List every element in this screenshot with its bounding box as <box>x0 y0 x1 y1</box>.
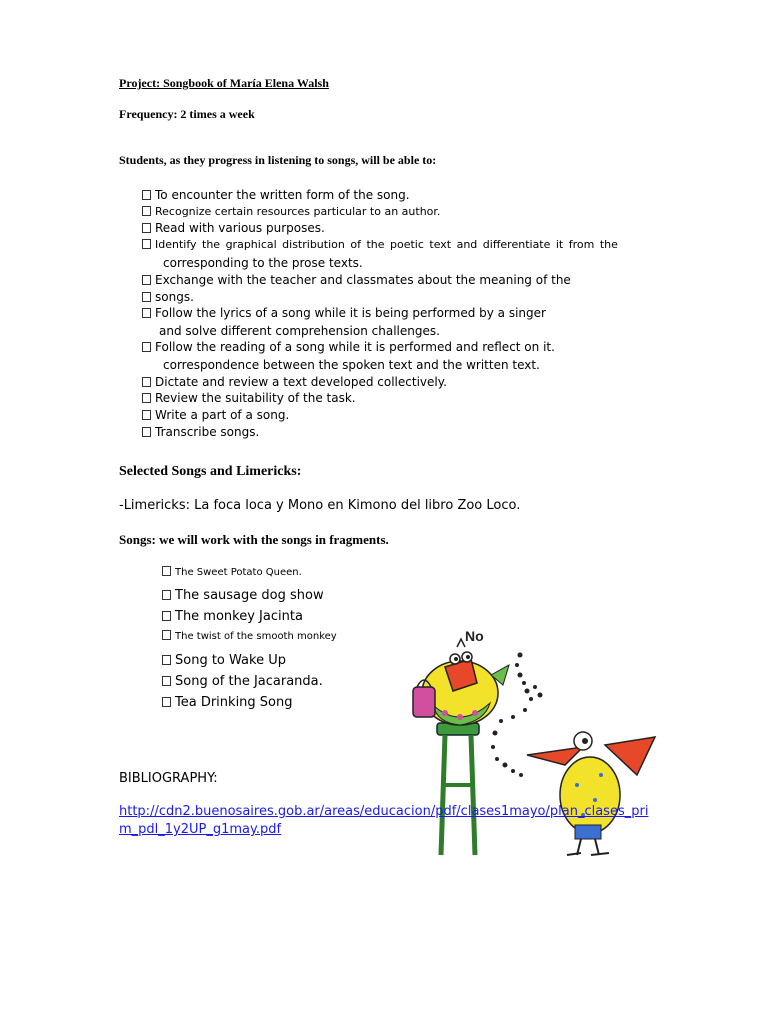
songs-heading: Songs: we will work with the songs in fragments. <box>119 532 389 547</box>
objective-continuation: and solve different comprehension challenges. <box>159 324 440 338</box>
objective-item: Transcribe songs. <box>142 425 259 439</box>
song-item: The Sweet Potato Queen. <box>162 566 302 578</box>
objective-item: Exchange with the teacher and classmates about the meaning of the <box>142 273 571 287</box>
project-title: Project: Songbook of María Elena Walsh <box>119 76 329 90</box>
objective-item: Write a part of a song. <box>142 408 289 422</box>
checkbox-icon <box>142 342 151 352</box>
checkbox-icon <box>162 697 171 707</box>
second-bird-icon <box>527 732 655 855</box>
objective-item: Recognize certain resources particular to an author. <box>142 205 440 218</box>
checkbox-icon <box>142 206 151 216</box>
checkbox-icon <box>142 275 151 285</box>
checkbox-icon <box>162 655 171 665</box>
checkbox-icon <box>142 377 151 387</box>
selected-heading: Selected Songs and Limericks: <box>119 464 302 479</box>
objective-item: Follow the lyrics of a song while it is being performed by a singer <box>142 306 546 320</box>
song-item: The monkey Jacinta <box>162 609 303 624</box>
song-item: The twist of the smooth monkey <box>162 630 337 642</box>
checkbox-icon <box>142 190 151 200</box>
objective-continuation: corresponding to the prose texts. <box>163 256 363 270</box>
bibliography-link[interactable]: http://cdn2.buenosaires.gob.ar/areas/educacion/pdf/clases1mayo/plan_clases_pri <box>119 804 649 819</box>
checkbox-icon <box>162 611 171 621</box>
objective-item: To encounter the written form of the song. <box>142 188 410 202</box>
checkbox-icon <box>142 393 151 403</box>
song-item: Song to Wake Up <box>162 653 286 668</box>
objective-item: Read with various purposes. <box>142 221 325 235</box>
objective-item: Dictate and review a text developed collectively. <box>142 375 447 389</box>
objective-continuation: correspondence between the spoken text and the written text. <box>163 358 540 372</box>
limericks-line: -Limericks: La foca loca y Mono en Kimono del libro Zoo Loco. <box>119 498 521 513</box>
checkbox-icon <box>162 566 171 576</box>
song-item: The sausage dog show <box>162 588 324 603</box>
objectives-intro: Students, as they progress in listening to songs, will be able to: <box>119 153 437 167</box>
checkbox-icon <box>142 239 151 249</box>
song-item: Tea Drinking Song <box>162 695 293 710</box>
frequency-line: Frequency: 2 times a week <box>119 107 255 121</box>
objective-item: Identify the graphical distribution of the poetic text and differentiate it from the <box>142 238 618 251</box>
checkbox-icon <box>142 308 151 318</box>
checkbox-icon <box>162 676 171 686</box>
illustration-label: No <box>465 628 484 644</box>
bird-on-stool-icon <box>413 639 509 725</box>
birds-illustration <box>405 625 670 860</box>
stool-icon <box>437 723 479 855</box>
song-item: Song of the Jacaranda. <box>162 674 323 689</box>
objective-item: Follow the reading of a song while it is performed and reflect on it. <box>142 340 555 354</box>
bibliography-heading: BIBLIOGRAPHY: <box>119 771 218 786</box>
checkbox-icon <box>142 223 151 233</box>
checkbox-icon <box>162 630 171 640</box>
checkbox-icon <box>162 590 171 600</box>
checkbox-icon <box>142 292 151 302</box>
bibliography-link-continuation[interactable]: m_pdl_1y2UP_g1may.pdf <box>119 822 282 837</box>
objective-item: Review the suitability of the task. <box>142 391 356 405</box>
objective-item: songs. <box>142 290 194 304</box>
checkbox-icon <box>142 410 151 420</box>
checkbox-icon <box>142 427 151 437</box>
